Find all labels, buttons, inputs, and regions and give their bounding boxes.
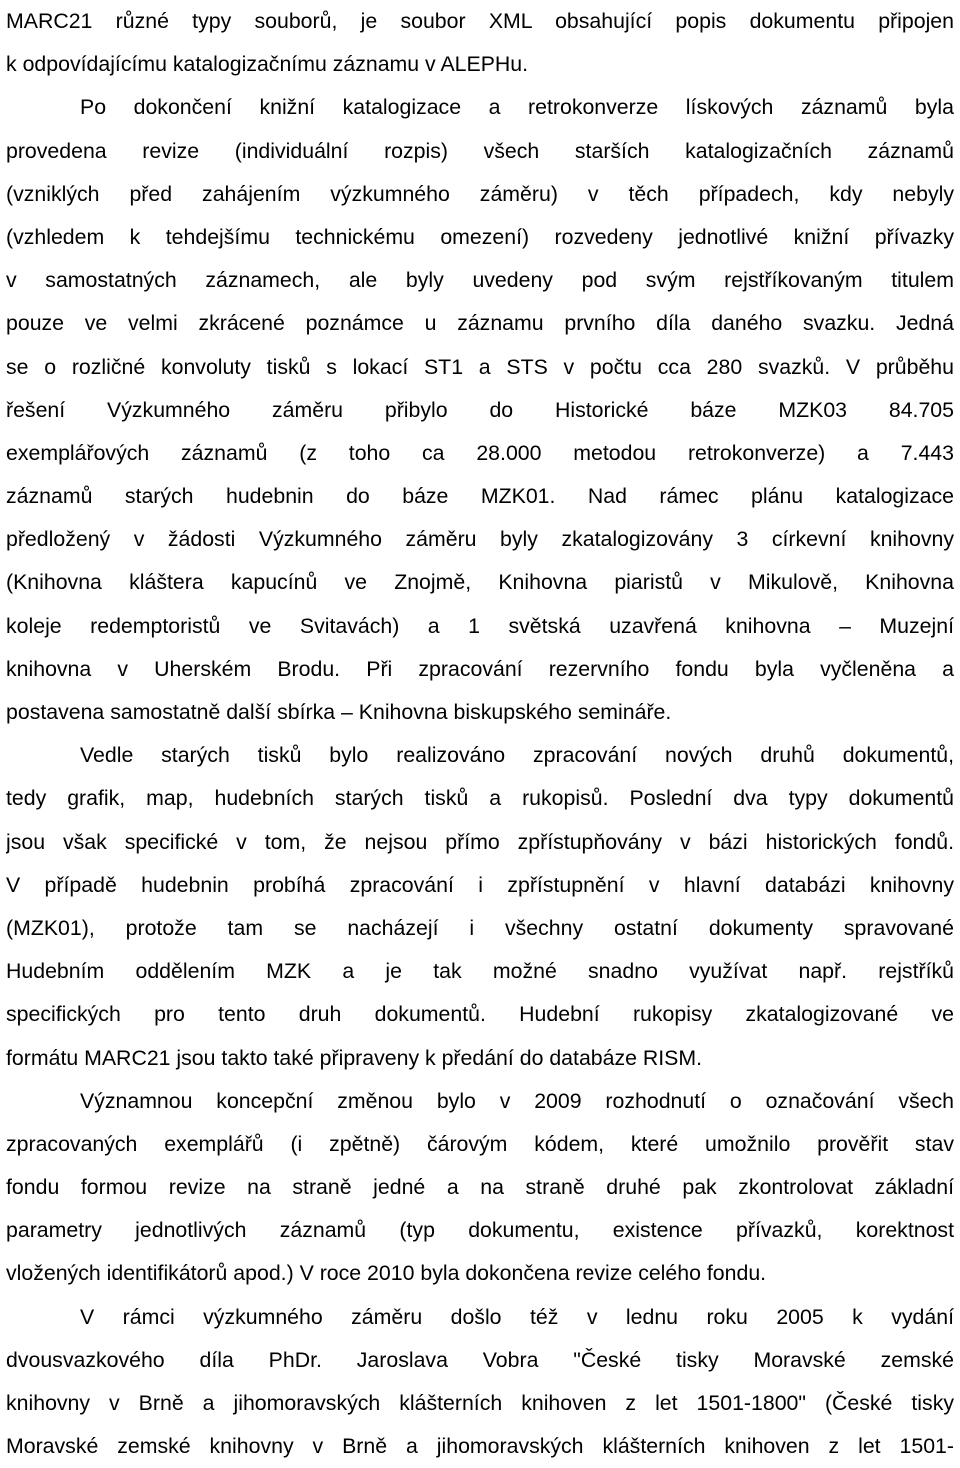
text-line: vložených identifikátorů apod.) V roce 2010 byla dokončena revize celého fondu. xyxy=(6,1261,767,1286)
text-line: pouze ve velmi zkrácené poznámce u záznamu prvního díla daného svazku. Jedná xyxy=(6,311,954,336)
text-line: knihovny v Brně a jihomoravských klášterních knihoven z let 1501-1800" (České tisky xyxy=(6,1391,954,1415)
text-line: (vzhledem k tehdejšímu technickému omezení) rozvedeny jednotlivé knižní přívazky xyxy=(6,224,954,249)
text-line: exemplářových záznamů (z toho ca 28.000 metodou retrokonverze) a 7.443 xyxy=(6,440,954,465)
text-line: Významnou koncepční změnou bylo v 2009 rozhodnutí o označování všech xyxy=(80,1088,954,1113)
text-line: (MZK01), protože tam se nacházejí i všechny ostatní dokumenty spravované xyxy=(6,915,954,940)
text-line: provedena revize (individuální rozpis) všech starších katalogizačních záznamů xyxy=(6,138,954,163)
text-line: knihovna v Uherském Brodu. Při zpracování rezervního fondu byla vyčleněna a xyxy=(6,656,954,681)
text-line: jsou však specifické v tom, že nejsou přímo zpřístupňovány v bázi historických fondů. xyxy=(6,829,954,854)
text-line: V případě hudebnin probíhá zpracování i zpřístupnění v hlavní databázi knihovny xyxy=(6,872,954,897)
text-line: specifických pro tento druh dokumentů. Hudební rukopisy zkatalogizované ve xyxy=(6,1002,954,1027)
text-line: V rámci výzkumného záměru došlo též v lednu roku 2005 k vydání xyxy=(80,1304,954,1329)
text-line: Vedle starých tisků bylo realizováno zpracování nových druhů dokumentů, xyxy=(80,743,954,768)
text-line: MARC21 různé typy souborů, je soubor XML obsahující popis dokumentu připojen xyxy=(6,9,954,33)
document-page xyxy=(6,0,954,1468)
text-line: se o rozličné konvoluty tisků s lokací ST1 a STS v počtu cca 280 svazků. V průběhu xyxy=(6,354,954,379)
text-line: Hudebním oddělením MZK a je tak možné snadno využívat např. rejstříků xyxy=(6,959,954,984)
text-line: fondu formou revize na straně jedné a na straně druhé pak zkontrolovat základní xyxy=(6,1175,954,1200)
text-line: dvousvazkového díla PhDr. Jaroslava Vobra "České tisky Moravské zemské xyxy=(6,1347,954,1372)
text-line: postavena samostatně další sbírka – Knihovna biskupského semináře. xyxy=(6,700,672,724)
text-line: (vzniklých před zahájením výzkumného záměru) v těch případech, kdy nebyly xyxy=(6,181,954,206)
text-line: k odpovídajícímu katalogizačnímu záznamu v ALEPHu. xyxy=(6,52,529,77)
text-line: Po dokončení knižní katalogizace a retrokonverze lískových záznamů byla xyxy=(80,95,954,120)
text-line: tedy grafik, map, hudebních starých tisků a rukopisů. Poslední dva typy dokumentů xyxy=(6,786,954,811)
text-line: řešení Výzkumného záměru přibylo do Historické báze MZK03 84.705 xyxy=(6,397,954,422)
text-line: zpracovaných exemplářů (i zpětně) čárovým kódem, které umožnilo prověřit stav xyxy=(6,1131,954,1156)
text-line: v samostatných záznamech, ale byly uvedeny pod svým rejstříkovaným titulem xyxy=(6,268,954,293)
text-line: parametry jednotlivých záznamů (typ dokumentu, existence přívazků, korektnost xyxy=(6,1218,954,1243)
text-line: předložený v žádosti Výzkumného záměru byly zkatalogizovány 3 církevní knihovny xyxy=(6,527,954,552)
text-line: Moravské zemské knihovny v Brně a jihomoravských klášterních knihoven z let 1501- xyxy=(6,1434,954,1459)
text-line: koleje redemptoristů ve Svitavách) a 1 světská uzavřená knihovna – Muzejní xyxy=(6,613,954,638)
text-line: (Knihovna kláštera kapucínů ve Znojmě, Knihovna piaristů v Mikulově, Knihovna xyxy=(6,570,954,595)
text-line: formátu MARC21 jsou takto také připraveny k předání do databáze RISM. xyxy=(6,1045,703,1070)
text-line: záznamů starých hudebnin do báze MZK01. Nad rámec plánu katalogizace xyxy=(6,484,954,509)
